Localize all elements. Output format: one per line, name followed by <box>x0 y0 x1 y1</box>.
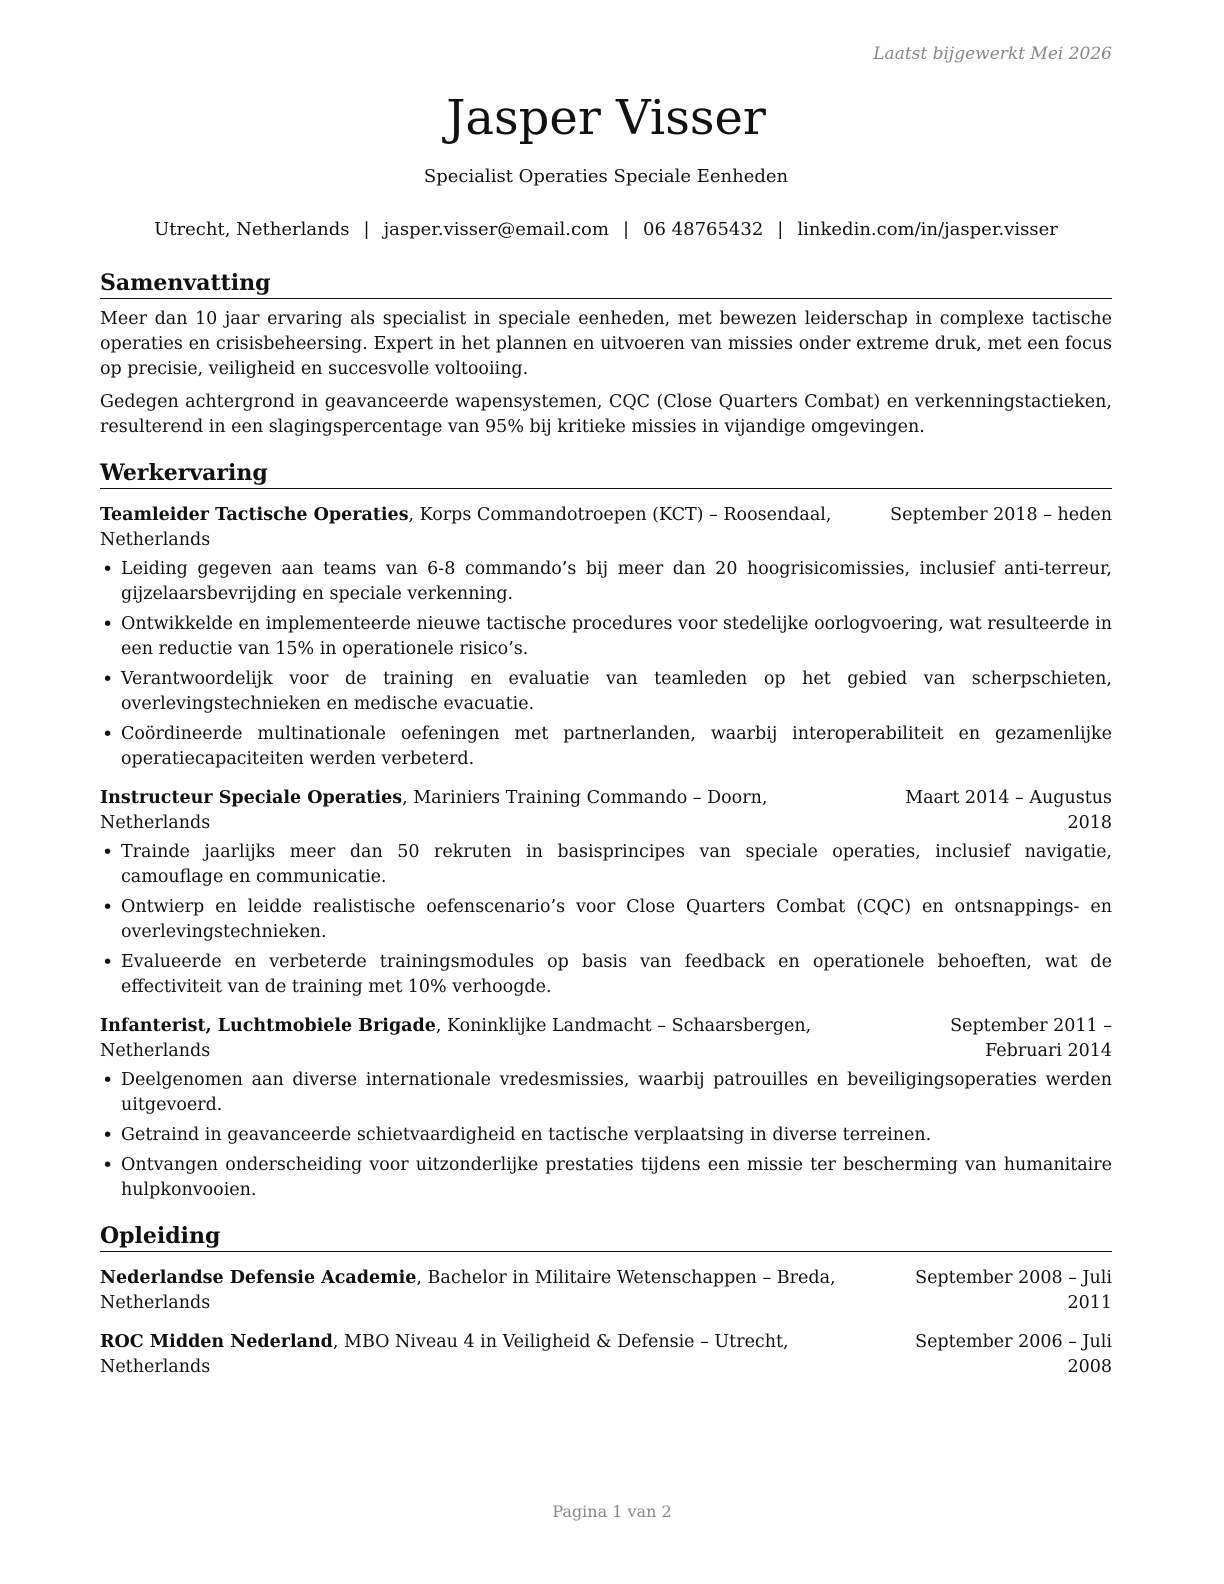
list-item: • Ontwikkelde en implementeerde nieuwe tactische procedures voor stedelijke oorlogvoering, wat resulteerde in een reductie van 15% in operationele risico’s. <box>100 612 1112 662</box>
entry-title <box>100 1266 872 1316</box>
entry-dates: September 2008 – Juli 2011 <box>915 1268 1112 1313</box>
section-heading-summary: Samenvatting <box>100 268 1112 299</box>
entry-details: , MBO Niveau 4 in Veiligheid & Defensie – Utrecht, Netherlands <box>100 1332 789 1377</box>
contact-location: Utrecht, Netherlands <box>154 219 350 240</box>
candidate-name: Jasper Visser <box>446 90 766 146</box>
entry-header <box>100 1266 1112 1316</box>
list-item: • Trainde jaarlijks meer dan 50 rekruten in basisprincipes van speciale operaties, inclusief navigatie, camouflage en communicatie. <box>100 840 1112 890</box>
entry-details: , Bachelor in Militaire Wetenschappen – Breda, Netherlands <box>100 1268 836 1313</box>
entry-header <box>100 503 1112 553</box>
entry-title <box>100 503 890 553</box>
contact-phone: 06 48765432 <box>643 219 764 240</box>
contact-email[interactable]: jasper.visser@email.com <box>383 219 609 240</box>
education-entry <box>100 1330 1112 1380</box>
section-heading-experience: Werkervaring <box>100 458 1112 489</box>
entry-bullet-list <box>100 557 1112 772</box>
list-item: • Evalueerde en verbeterde trainingsmodules op basis van feedback en operationele behoeften, wat de effectiviteit van de training met 10% verhoogde. <box>100 950 1112 1000</box>
entry-header <box>100 786 1112 836</box>
list-item: • Verantwoordelijk voor de training en evaluatie van teamleden op het gebied van scherpschieten, overlevingstechnieken en medische evacuatie. <box>100 667 1112 717</box>
education-section <box>100 1221 1112 1380</box>
entry-role: Teamleider Tactische Operaties <box>100 505 409 525</box>
contact-linkedin[interactable]: linkedin.com/in/jasper.visser <box>797 219 1058 240</box>
summary-paragraph: Gedegen achtergrond in geavanceerde wapensystemen, CQC (Close Quarters Combat) en verkenningstactieken, resulterend in een slagingspercentage van 95% bij kritieke missies in vijandige omgevingen. <box>100 392 1112 437</box>
contact-separator: | <box>622 219 630 240</box>
experience-entry <box>100 786 1112 1000</box>
contact-separator: | <box>777 219 784 240</box>
summary-paragraph: Meer dan 10 jaar ervaring als specialist in speciale eenheden, met bewezen leiderschap in complexe tactische operaties en crisisbeheersing. Expert in het plannen en uitvoeren van missies onder extreme druk, met een focus op precisie, veiligheid en succesvolle voltooiing. <box>100 309 1112 379</box>
entry-dates: Maart 2014 – Augustus 2018 <box>905 788 1112 833</box>
entry-title <box>100 1330 872 1380</box>
list-item: • Leiding gegeven aan teams van 6-8 commando’s bij meer dan 20 hoogrisicomissies, inclusief anti-terreur, gijzelaarsbevrijding en speciale verkenning. <box>100 557 1112 607</box>
section-heading-education: Opleiding <box>100 1221 1112 1252</box>
entry-header <box>100 1330 1112 1380</box>
entry-details: , Mariniers Training Commando – Doorn, Netherlands <box>100 788 768 833</box>
entry-title <box>100 786 872 836</box>
job-title: Specialist Operaties Speciale Eenheden <box>423 166 789 187</box>
entry-details: , Korps Commandotroepen (KCT) – Roosendaal, Netherlands <box>100 505 832 550</box>
resume-body <box>100 268 1112 1398</box>
summary-section <box>100 268 1112 440</box>
entry-bullet-list <box>100 1068 1112 1203</box>
entry-role: Infanterist, Luchtmobiele Brigade <box>100 1016 436 1036</box>
entry-dates: September 2011 – Februari 2014 <box>950 1016 1112 1061</box>
entry-school: Nederlandse Defensie Academie <box>100 1268 417 1288</box>
contact-separator: | <box>363 219 370 240</box>
list-item: • Ontwierp en leidde realistische oefenscenario’s voor Close Quarters Combat (CQC) en ontsnappings- en overlevingstechnieken. <box>100 895 1112 945</box>
list-item: • Ontvangen onderscheiding voor uitzonderlijke prestaties tijdens een missie ter bescherming van humanitaire hulpkonvooien. <box>100 1153 1112 1203</box>
list-item: • Getraind in geavanceerde schietvaardigheid en tactische verplaatsing in diverse terreinen. <box>100 1123 1112 1148</box>
entry-school: ROC Midden Nederland <box>100 1332 333 1352</box>
entry-dates: September 2006 – Juli 2008 <box>915 1332 1112 1377</box>
contact-line <box>100 219 1112 240</box>
entry-header <box>100 1014 1112 1064</box>
experience-entry <box>100 503 1112 772</box>
entry-bullet-list <box>100 840 1112 1000</box>
entry-dates: September 2018 – heden <box>890 505 1112 525</box>
entry-role: Instructeur Speciale Operaties <box>100 788 403 808</box>
page-number: Pagina 1 van 2 <box>552 1502 672 1521</box>
last-updated-note: Laatst bijgewerkt Mei 2026 <box>873 44 1112 64</box>
education-entry <box>100 1266 1112 1316</box>
experience-section <box>100 458 1112 1203</box>
list-item: • Deelgenomen aan diverse internationale vredesmissies, waarbij patrouilles en beveiligingsoperaties werden uitgevoerd. <box>100 1068 1112 1118</box>
experience-entry <box>100 1014 1112 1203</box>
entry-details: , Koninklijke Landmacht – Schaarsbergen, Netherlands <box>100 1016 812 1061</box>
list-item: • Coördineerde multinationale oefeningen met partnerlanden, waarbij interoperabiliteit en gezamenlijke operatiecapaciteiten werden verbeterd. <box>100 722 1112 772</box>
entry-title <box>100 1014 872 1064</box>
